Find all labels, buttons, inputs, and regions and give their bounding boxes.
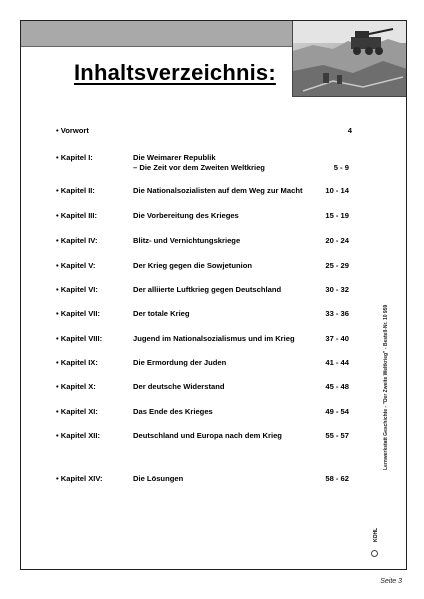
page-title: Inhaltsverzeichnis: [74,60,276,85]
toc-chapter: • Kapitel XI: [56,407,98,416]
toc-pages: 30 - 32 [325,285,349,294]
toc-title: Das Ende des Krieges [133,407,213,416]
toc-pages: 41 - 44 [325,358,349,367]
toc-title: Die Ermordung der Juden [133,358,227,367]
toc-title: Der Krieg gegen die Sowjetunion [133,261,252,270]
toc-chapter: • Kapitel II: [56,186,95,195]
toc-pages: 33 - 36 [325,309,349,318]
toc-title: Der totale Krieg [133,309,190,318]
toc-title: Jugend im Nationalsozialismus und im Krieg [133,334,295,343]
page-frame [20,20,407,570]
toc-pages: 5 - 9 [333,163,349,172]
toc-chapter: • Kapitel I: [56,153,93,162]
toc-pages: 20 - 24 [325,236,349,245]
toc-chapter: • Kapitel XIV: [56,474,103,483]
publisher-side-text: Lernwerkstatt Geschichte - "Der Zweite Weltkrieg" - Bestell-Nr. 10 959 [383,304,389,470]
toc-title: Der alliierte Luftkrieg gegen Deutschland [133,285,282,294]
toc-pages: 4 [347,126,352,135]
toc-chapter: • Kapitel VII: [56,309,101,318]
toc-chapter: • Kapitel X: [56,382,96,391]
toc-pages: 15 - 19 [325,211,349,220]
toc-chapter: • Kapitel IX: [56,358,98,367]
war-photo [292,21,406,97]
toc-pages: 55 - 57 [325,431,349,440]
logo-mark-icon [371,550,378,557]
toc-title: Die Vorbereitung des Krieges [133,211,239,220]
toc-subtitle: – Die Zeit vor dem Zweiten Weltkrieg [133,163,265,172]
toc-chapter: • Kapitel V: [56,261,96,270]
toc-pages: 58 - 62 [325,474,349,483]
toc-title: Die Nationalsozialisten auf dem Weg zur Macht [133,186,303,195]
toc-title: Deutschland und Europa nach dem Krieg [133,431,282,440]
toc-chapter: • Vorwort [56,126,89,135]
publisher-logo-text: KOHL [373,527,379,542]
toc-pages: 25 - 29 [325,261,349,270]
toc-pages: 49 - 54 [325,407,349,416]
toc-pages: 37 - 40 [325,334,349,343]
toc-chapter: • Kapitel III: [56,211,98,220]
toc-pages: 10 - 14 [325,186,349,195]
page-number: Seite 3 [380,578,402,585]
toc-chapter: • Kapitel XII: [56,431,101,440]
toc-chapter: • Kapitel VIII: [56,334,103,343]
toc-chapter: • Kapitel IV: [56,236,98,245]
toc-title: Die Weimarer Republik [133,153,216,162]
publisher-logo [371,527,391,560]
toc-title: Der deutsche Widerstand [133,382,225,391]
toc-title: Blitz- und Vernichtungskriege [133,236,241,245]
toc-pages: 45 - 48 [325,382,349,391]
toc-title: Die Lösungen [133,474,184,483]
toc-chapter: • Kapitel VI: [56,285,98,294]
header-bar [21,21,292,47]
